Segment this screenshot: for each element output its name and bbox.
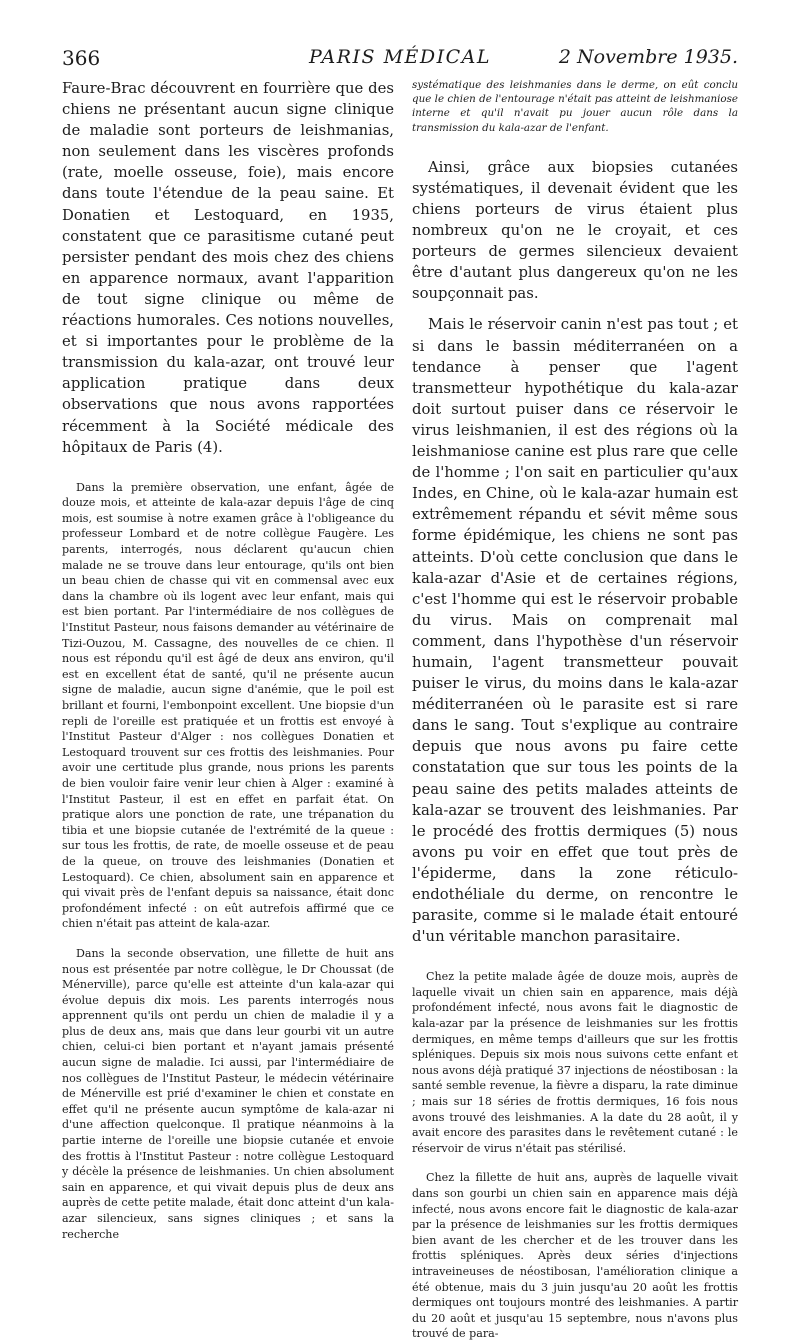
reservoir-paragraph: Mais le réservoir canin n'est pas tout ; et si dans le bassin méditerranéen on a tendance à penser que l'agent transmetteur hypothétique du kala-azar doit surtout puiser dans ce réservoir le virus leishmanien, il est des régions où la leishmaniose canine est plus rare que celle de l'homme ; l'on sait en particulier qu'aux Indes, en Chine, où le kala-azar humain est extrêmement répandu et sévit même sous forme épidémique, les chiens ne sont pas atteints. D'où cette conclusion que dans le kala-azar d'Asie et de certaines régions, c'est l'homme qui est le réservoir probable du virus. Mais on comprenait mal comment, dans l'hypothèse d'un réservoir humain, l'agent transmetteur pouvait puiser le virus, du moins dans le kala-azar méditerranéen où le parasite est si rare dans le sang. Tout s'explique au contraire depuis que nous avons pu faire cette constatation que sur tous les points de la peau saine des petits malades atteints de kala-azar se trouvent des leishmanies. Par le procédé des frottis dermiques (5) nous avons pu voir en effet que tout près de l'épiderme, dans la zone réticulo-endothéliale du derme, on rencontre le parasite, comme si le malade était entouré d'un véritable manchon parasitaire. (412, 316, 738, 946)
left-column (62, 78, 394, 1242)
intro-paragraph: Faure-Brac découvrent en fourrière que des chiens ne présentant aucun signe clinique de maladie sont porteurs de leishmanias, non seulement dans les viscères profonds (rate, moelle osseuse, foie), mais encore dans toute l'étendue de la peau saine. Et Donatien et Lestoquard, en 1935, constatent que ce parasitisme cutané peut persister pendant des mois chez des chiens en apparence normaux, avant l'apparition de tout signe clinique ou même de réactions humorales. Ces notions nouvelles, et si importantes pour le problème de la transmission du kala-azar, ont trouvé leur application pratique dans deux observations que nous avons rapportées récemment à la Société médicale des hôpitaux de Paris (4). (62, 80, 394, 456)
second-observation-paragraph: Dans la seconde observation, une fillette de huit ans nous est présentée par notre collègue, le Dr Choussat (de Ménerville), parce qu'elle est atteinte d'un kala-azar qui évolue depuis dix mois. Les parents interrogés nous apprennent qu'ils ont perdu un chien de maladie il y a plus de deux ans, mais que dans leur gourbi vit un autre chien, celui-ci bien portant et n'ayant jamais présenté aucun signe de maladie. Ici aussi, par l'intermédiaire de nos collègues de l'Institut Pasteur, le médecin vétérinaire de Ménerville est prié d'examiner le chien et constate en effet qu'il ne présente aucun symptôme de kala-azar ni d'une affection quelconque. Il pratique néanmoins à la partie interne de l'oreille une biopsie cutanée et envoie des frottis à l'Institut Pasteur : notre collègue Lestoquard y décèle la présence de leishmanies. Un chien absolument sain en apparence, et qui vivait depuis plus de deux ans auprès de cette petite malade, était donc atteint d'un kala-azar silencieux, sans signes cliniques ; et sans la recherche (62, 946, 394, 1241)
biopsies-paragraph: Ainsi, grâce aux biopsies cutanées systématiques, il devenait évident que les chiens porteurs de virus étaient plus nombreux qu'on ne le croyait, et ces porteurs de germes silencieux devaient être d'autant plus dangereux qu'on ne les soupçonnait pas. (412, 158, 738, 303)
right-column (412, 78, 738, 1342)
journal-title: PARIS MÉDICAL (308, 46, 492, 68)
continued-paragraph: systématique des leishmanies dans le derme, on eût conclu que le chien de l'entourage n'était pas atteint de leishmaniose interne et qu'il n'avait pu jouer aucun rôle dans la transmission du kala-azar de l'enfant. (412, 79, 738, 134)
page-number: 366 (62, 46, 101, 70)
page-header (62, 46, 738, 74)
first-observation-paragraph: Dans la première observation, une enfant, âgée de douze mois, et atteinte de kala-azar depuis l'âge de cinq mois, est soumise à notre examen grâce à l'obligeance du professeur Lombard et de notre collègue Faugère. Les parents, interrogés, nous déclarent qu'aucun chien malade ne se trouve dans leur entourage, qu'ils ont bien un beau chien de chasse qui vit en commensal avec eux dans la chambre où ils logent avec leur enfant, mais qui est bien portant. Par l'intermédiaire de nos collègues de l'Institut Pasteur, nous faisons demander au vétérinaire de Tizi-Ouzou, M. Cassagne, des nouvelles de ce chien. Il nous est répondu qu'il est âgé de deux ans environ, qu'il est en excellent état de santé, qu'il ne présente aucun signe de maladie, aucun signe d'anémie, que le poil est brillant et fourni, l'embonpoint excellent. Une biopsie d'un repli de l'oreille est pratiquée et un frottis est envoyé à l'Institut Pasteur d'Alger : nos collègues Donatien et Lestoquard trouvent sur ces frottis des leishmanies. Pour avoir une certitude plus grande, nous prions les parents de bien vouloir faire venir leur chien à Alger : examiné à l'Institut Pasteur, il est en effet en parfait état. On pratique alors une ponction de rate, une trépanation du tibia et une biopsie cutanée de l'extrémité de la queue : sur tous les frottis, de rate, de moelle osseuse et de peau de la queue, on trouve des leishmanies (Donatien et Lestoquard). Ce chien, absolument sain en apparence et qui vivait près de l'enfant depuis sa naissance, était donc profondément infecté : on eût autrefois affirmé que ce chien n'était pas atteint de kala-azar. (62, 480, 394, 931)
fillette-paragraph: Chez la fillette de huit ans, auprès de laquelle vivait dans son gourbi un chien sain en apparence mais déjà infecté, nous avons encore fait le diagnostic de kala-azar par la présence de leishmanies sur les frottis dermiques bien avant de les chercher et de les trouver dans les frottis spléniques. Après deux séries d'injections intraveineuses de néostibosan, l'amélioration clinique a été obtenue, mais du 3 juin jusqu'au 20 août les frottis dermiques ont toujours montré des leishmanies. A partir du 20 août et jusqu'au 15 septembre, nous n'avons plus trouvé de para- (412, 1171, 738, 1341)
petite-malade-paragraph: Chez la petite malade âgée de douze mois, auprès de laquelle vivait un chien sain en apparence, mais déjà profondément infecté, nous avons fait le diagnostic de kala-azar par la présence de leishmanies sur les frottis dermiques, en même temps d'ailleurs que sur les frottis spléniques. Depuis six mois nous suivons cette enfant et nous avons déjà pratiqué 37 injections de néostibosan : la santé semble revenue, la fièvre a disparu, la rate diminue ; mais sur 18 séries de frottis dermiques, 16 fois nous avons trouvé des leishmanies. A la date du 28 août, il y avait encore des parasites dans le revêtement cutané : le réservoir de virus n'était pas stérilisé. (412, 970, 738, 1155)
issue-date: 2 Novembre 1935. (558, 46, 738, 68)
